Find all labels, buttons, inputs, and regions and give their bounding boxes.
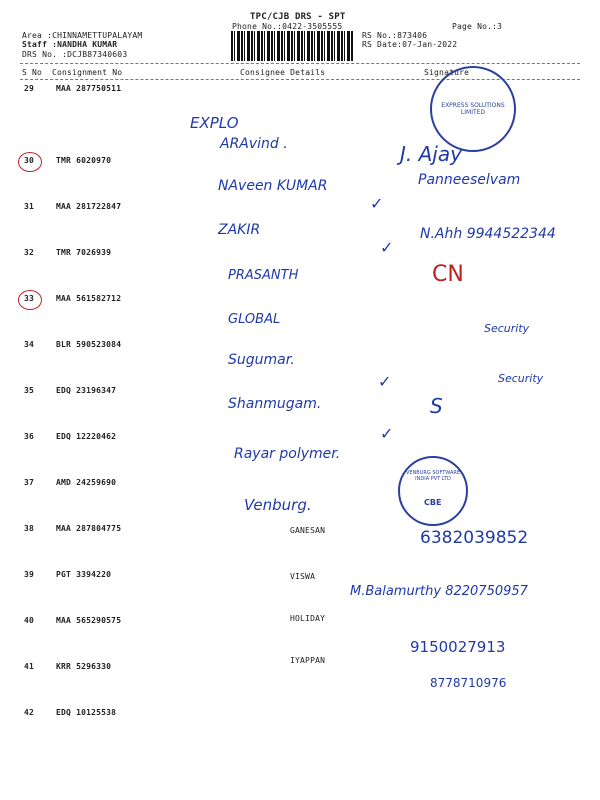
- check-mark-icon: ✓: [380, 238, 394, 257]
- row-sno: 31: [24, 202, 35, 211]
- row-sno: 41: [24, 662, 35, 671]
- table-row: [0, 294, 600, 314]
- red-circle-mark: [18, 290, 42, 310]
- printed-consignee: HOLIDAY: [290, 614, 326, 623]
- printed-consignee: VISWA: [290, 572, 316, 581]
- row-consignment: TMR 6020970: [56, 156, 112, 165]
- handwritten-consignee: ZAKIR: [218, 222, 261, 238]
- signature: 6382039852: [420, 528, 529, 548]
- area-label: Area :CHINNAMETTUPALAYAM: [22, 31, 143, 40]
- row-consignment: PGT 3394220: [56, 570, 112, 579]
- row-sno: 30: [24, 156, 35, 165]
- signature: 8778710976: [430, 676, 507, 690]
- row-consignment: TMR 7026939: [56, 248, 112, 257]
- table-row: [0, 708, 600, 728]
- rs-date: RS Date:07-Jan-2022: [362, 40, 458, 49]
- row-sno: 33: [24, 294, 35, 303]
- row-consignment: EDQ 23196347: [56, 386, 117, 395]
- stamp-text: VENBURG SOFTWARE INDIA PVT LTD: [405, 470, 461, 482]
- signature: J. Ajay: [400, 142, 462, 166]
- barcode: [231, 31, 353, 61]
- handwritten-consignee: NAveen KUMAR: [218, 178, 328, 194]
- table-row: [0, 340, 600, 360]
- document-title: TPC/CJB DRS - SPT: [250, 12, 346, 22]
- printed-consignee: GANESAN: [290, 526, 326, 535]
- row-consignment: AMD 24259690: [56, 478, 117, 487]
- drs-number: DRS No. :DCJB87340603: [22, 50, 128, 59]
- row-sno: 40: [24, 616, 35, 625]
- header-divider: [20, 63, 580, 64]
- row-sno: 32: [24, 248, 35, 257]
- table-row: [0, 478, 600, 498]
- row-consignment: MAA 561582712: [56, 294, 122, 303]
- signature: Security: [484, 322, 530, 335]
- handwritten-consignee: PRASANTH: [228, 268, 299, 283]
- row-consignment: MAA 565290575: [56, 616, 122, 625]
- table-row: [0, 248, 600, 268]
- signature: 9150027913: [410, 638, 506, 656]
- table-row: [0, 662, 600, 682]
- signature: N.Ahh 9944522344: [420, 226, 556, 242]
- signature: M.Balamurthy 8220750957: [350, 584, 528, 599]
- company-stamp: [430, 66, 516, 152]
- row-consignment: EDQ 10125538: [56, 708, 117, 717]
- signature: Security: [498, 372, 544, 385]
- col-header-signature: Signature: [424, 68, 470, 77]
- col-header-consignee: Consignee Details: [240, 68, 326, 77]
- handwritten-consignee: Shanmugam.: [228, 396, 322, 412]
- row-sno: 34: [24, 340, 35, 349]
- row-consignment: BLR 590523084: [56, 340, 122, 349]
- printed-consignee: IYAPPAN: [290, 656, 326, 665]
- row-sno: 36: [24, 432, 35, 441]
- stamp-center-text: CBE: [424, 498, 442, 507]
- check-mark-icon: ✓: [370, 194, 384, 213]
- row-sno: 38: [24, 524, 35, 533]
- signature: Panneeselvam: [418, 172, 521, 188]
- handwritten-consignee: Sugumar.: [228, 352, 295, 368]
- red-circle-mark: [18, 152, 42, 172]
- row-consignment: KRR 5296330: [56, 662, 112, 671]
- row-sno: 29: [24, 84, 35, 93]
- row-consignment: MAA 287804775: [56, 524, 122, 533]
- row-sno: 42: [24, 708, 35, 717]
- handwritten-consignee: GLOBAL: [228, 312, 281, 327]
- signature: S: [430, 394, 443, 418]
- handwritten-consignee: Rayar polymer.: [234, 446, 341, 462]
- check-mark-icon: ✓: [378, 372, 392, 391]
- signature: CN: [432, 262, 464, 287]
- company-stamp: [398, 456, 468, 526]
- handwritten-consignee: EXPLO: [190, 114, 239, 132]
- handwritten-consignee: Venburg.: [244, 496, 312, 514]
- col-header-sno: S No: [22, 68, 43, 77]
- handwritten-consignee: ARAvind .: [220, 136, 288, 152]
- row-consignment: MAA 287750511: [56, 84, 122, 93]
- row-consignment: EDQ 12220462: [56, 432, 117, 441]
- phone-number: Phone No.:0422-3505555: [232, 22, 343, 31]
- row-sno: 39: [24, 570, 35, 579]
- page-number: Page No.:3: [452, 22, 503, 31]
- table-row: [0, 202, 600, 222]
- row-sno: 37: [24, 478, 35, 487]
- row-sno: 35: [24, 386, 35, 395]
- row-consignment: MAA 281722847: [56, 202, 122, 211]
- rs-number: RS No.:873406: [362, 31, 428, 40]
- staff-label: Staff :NANDHA KUMAR: [22, 40, 118, 49]
- col-header-consignment: Consignment No: [52, 68, 123, 77]
- check-mark-icon: ✓: [380, 424, 394, 443]
- stamp-text: EXPRESS SOLUTIONS LIMITED: [441, 102, 505, 116]
